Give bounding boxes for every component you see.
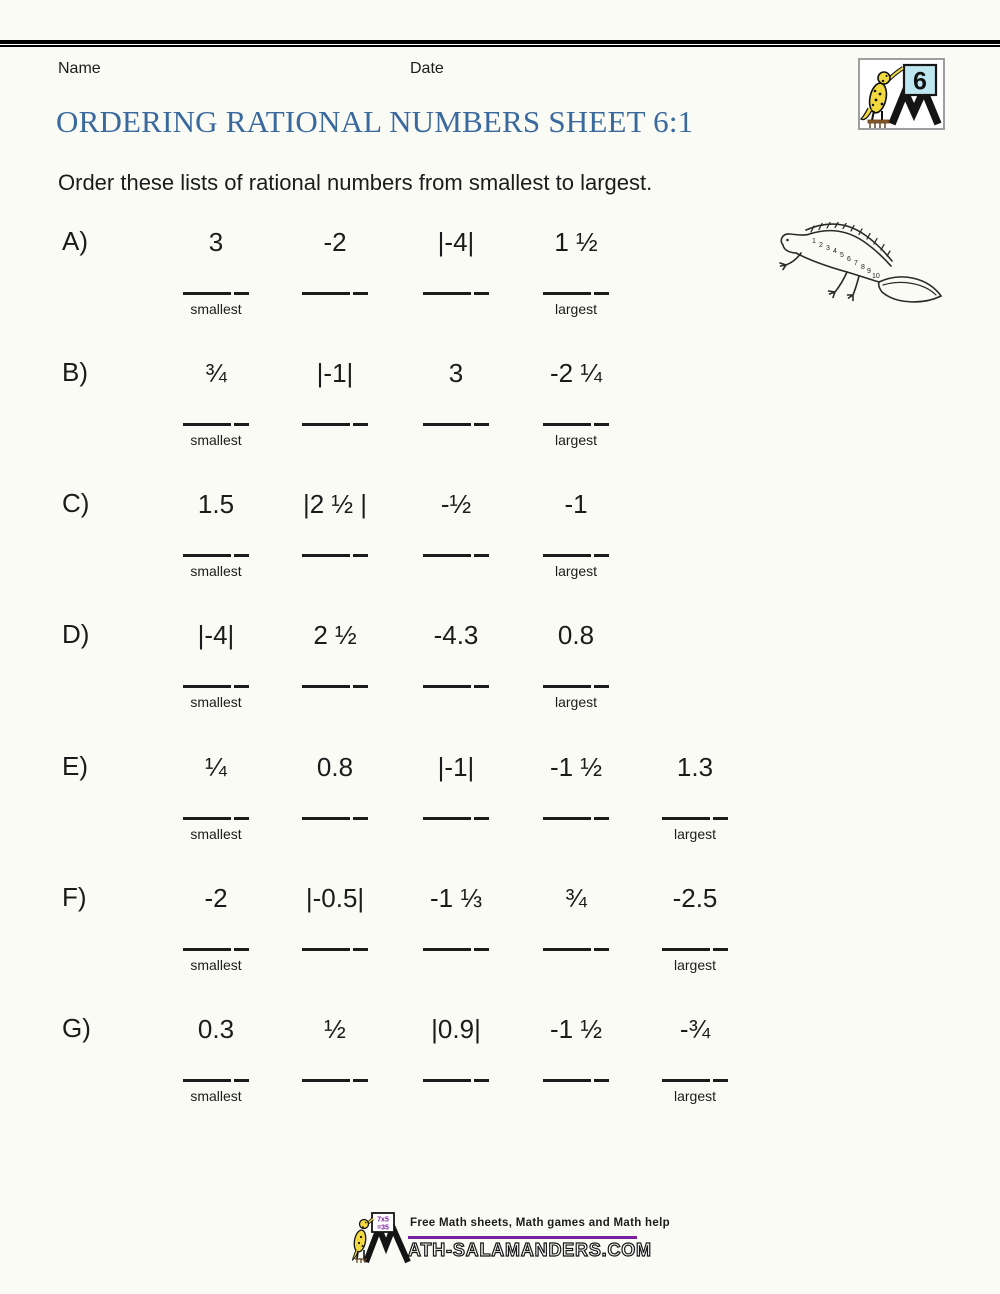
top-divider-rule — [0, 40, 1000, 47]
row-label: C) — [62, 488, 90, 518]
question-row-e — [0, 749, 1000, 859]
answer-blank — [423, 1079, 489, 1082]
answer-blank — [302, 1079, 368, 1082]
answer-blank — [662, 1079, 728, 1082]
smallest-label: smallest — [190, 826, 242, 842]
number-value: 0.3 — [197, 1014, 235, 1044]
svg-text:10: 10 — [872, 273, 880, 280]
number-cell — [156, 486, 276, 586]
number-value: ½ — [324, 1014, 346, 1044]
answer-blank — [662, 817, 728, 820]
row-label: F) — [62, 882, 87, 912]
answer-blank — [543, 948, 609, 951]
row-label: D) — [62, 619, 90, 649]
answer-blank — [543, 292, 609, 295]
answer-blank — [543, 423, 609, 426]
number-cell — [396, 224, 516, 324]
number-cell — [275, 617, 395, 717]
number-cell — [635, 1011, 755, 1111]
smallest-label: smallest — [190, 432, 242, 448]
number-value: -2 — [323, 227, 347, 257]
largest-label: largest — [673, 957, 717, 973]
instruction-text: Order these lists of rational numbers from smallest to largest. — [58, 170, 653, 195]
row-label: A) — [62, 226, 88, 256]
number-cell — [156, 1011, 276, 1111]
svg-text:4: 4 — [833, 248, 837, 255]
number-value: -1 ½ — [549, 752, 603, 782]
number-cell — [396, 355, 516, 455]
number-value: 0.8 — [557, 620, 595, 650]
page-title: ORDERING RATIONAL NUMBERS SHEET 6:1 — [56, 104, 694, 139]
answer-blank — [423, 817, 489, 820]
number-value: ¼ — [205, 752, 227, 782]
number-value: -¾ — [679, 1014, 711, 1044]
svg-text:6: 6 — [847, 256, 851, 263]
svg-text:1: 1 — [812, 238, 816, 245]
number-value: -2 ¼ — [549, 358, 603, 388]
largest-label: largest — [673, 1088, 717, 1104]
number-value: 1.5 — [197, 489, 235, 519]
answer-blank — [302, 685, 368, 688]
name-label: Name — [58, 60, 101, 77]
number-cell — [516, 617, 636, 717]
row-label: B) — [62, 357, 88, 387]
number-cell — [516, 749, 636, 849]
number-value: ¾ — [205, 358, 227, 388]
largest-label: largest — [673, 826, 717, 842]
board-text-line1: 7x5 — [377, 1216, 389, 1224]
number-cell — [516, 224, 636, 324]
number-cell — [396, 749, 516, 849]
number-value: 3 — [208, 227, 224, 257]
number-cell — [635, 749, 755, 849]
answer-blank — [183, 423, 249, 426]
board-text-line2: =35 — [377, 1224, 389, 1232]
number-cell — [156, 224, 276, 324]
svg-text:2: 2 — [819, 242, 823, 249]
question-row-c — [0, 486, 1000, 596]
question-row-f — [0, 880, 1000, 990]
number-cell — [396, 486, 516, 586]
number-value: -1 ⅓ — [429, 883, 483, 913]
answer-blank — [183, 817, 249, 820]
number-value: 1.3 — [676, 752, 714, 782]
smallest-label: smallest — [190, 301, 242, 317]
footer-logo — [352, 1212, 414, 1264]
number-value: |-1| — [437, 752, 475, 782]
number-cell — [275, 1011, 395, 1111]
answer-blank — [543, 1079, 609, 1082]
date-label: Date — [410, 60, 444, 77]
question-row-b — [0, 355, 1000, 465]
footer — [0, 1200, 1000, 1294]
number-value: |-4| — [197, 620, 235, 650]
answer-blank — [543, 817, 609, 820]
number-cell — [396, 880, 516, 980]
footer-tagline: Free Math sheets, Math games and Math help — [410, 1217, 670, 1229]
svg-text:3: 3 — [826, 245, 830, 252]
badge-number: 6 — [913, 67, 927, 96]
row-label: G) — [62, 1013, 91, 1043]
answer-blank — [662, 948, 728, 951]
number-cell — [156, 880, 276, 980]
answer-blank — [423, 423, 489, 426]
largest-label: largest — [554, 694, 598, 710]
answer-blank — [423, 948, 489, 951]
svg-text:9: 9 — [867, 268, 871, 275]
answer-blank — [302, 292, 368, 295]
smallest-label: smallest — [190, 1088, 242, 1104]
answer-blank — [302, 423, 368, 426]
largest-label: largest — [554, 432, 598, 448]
number-cell — [635, 880, 755, 980]
footer-site-text: ATH-SALAMANDERS.COM — [408, 1240, 652, 1260]
number-cell — [396, 617, 516, 717]
number-value: -2 — [204, 883, 228, 913]
footer-accent-rule — [408, 1236, 637, 1239]
number-value: |2 ½ | — [302, 489, 368, 519]
answer-blank — [543, 554, 609, 557]
answer-blank — [423, 554, 489, 557]
answer-blank — [302, 554, 368, 557]
m-monogram-icon — [366, 1228, 408, 1262]
number-value: -1 ½ — [549, 1014, 603, 1044]
number-cell — [516, 1011, 636, 1111]
smallest-label: smallest — [190, 957, 242, 973]
svg-text:5: 5 — [840, 252, 844, 259]
question-row-d — [0, 617, 1000, 727]
largest-label: largest — [554, 301, 598, 317]
answer-blank — [302, 948, 368, 951]
answer-blank — [423, 292, 489, 295]
answer-blank — [183, 685, 249, 688]
number-value: |-1| — [316, 358, 354, 388]
svg-text:7: 7 — [854, 260, 858, 267]
number-cell — [516, 355, 636, 455]
answer-blank — [302, 817, 368, 820]
number-value: 0.8 — [316, 752, 354, 782]
number-value: 2 ½ — [313, 620, 357, 650]
answer-blank — [543, 685, 609, 688]
smallest-label: smallest — [190, 563, 242, 579]
number-cell — [396, 1011, 516, 1111]
smallest-label: smallest — [190, 694, 242, 710]
number-cell — [275, 224, 395, 324]
question-row-a — [0, 224, 1000, 334]
number-cell — [156, 355, 276, 455]
answer-blank — [183, 948, 249, 951]
number-cell — [275, 355, 395, 455]
number-cell — [156, 749, 276, 849]
answer-blank — [183, 554, 249, 557]
answer-blank — [183, 1079, 249, 1082]
math-salamanders-badge — [858, 58, 945, 130]
number-value: -4.3 — [433, 620, 479, 650]
number-value: -½ — [440, 489, 472, 519]
number-cell — [275, 880, 395, 980]
row-label: E) — [62, 751, 88, 781]
number-cell — [516, 486, 636, 586]
number-value: -2.5 — [672, 883, 718, 913]
number-value: |-4| — [437, 227, 475, 257]
number-value: ¾ — [565, 883, 587, 913]
number-cell — [275, 749, 395, 849]
number-value: -1 — [564, 489, 588, 519]
answer-blank — [183, 292, 249, 295]
svg-text:8: 8 — [861, 264, 865, 271]
number-cell — [156, 617, 276, 717]
number-cell — [275, 486, 395, 586]
number-value: |0.9| — [431, 1014, 481, 1044]
answer-blank — [423, 685, 489, 688]
number-cell — [516, 880, 636, 980]
number-value: 1 ½ — [554, 227, 598, 257]
number-value: 3 — [448, 358, 464, 388]
question-row-g — [0, 1011, 1000, 1121]
largest-label: largest — [554, 563, 598, 579]
number-value: |-0.5| — [305, 883, 365, 913]
